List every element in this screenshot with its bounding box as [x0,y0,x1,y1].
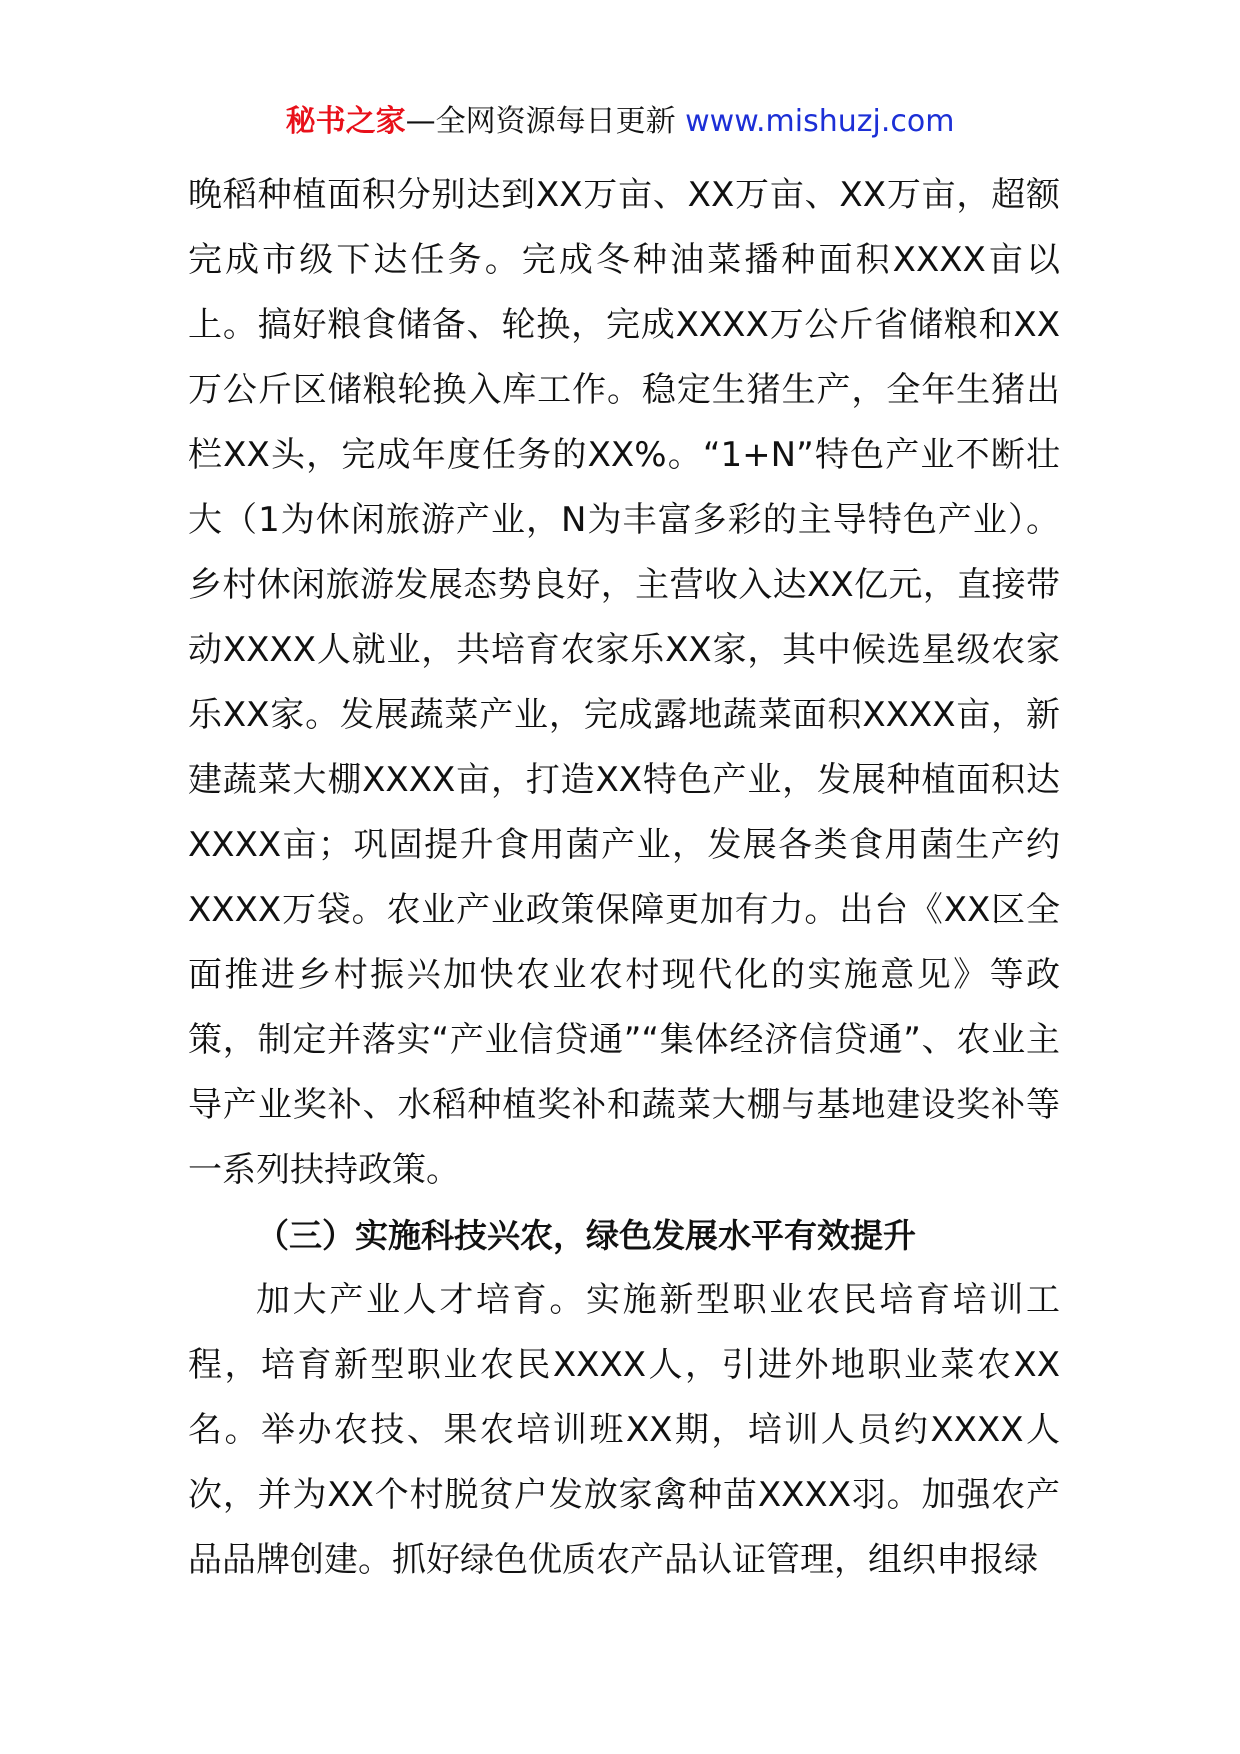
paragraph-talent-training: 加大产业人才培育。实施新型职业农民培育培训工程，培育新型职业农民XXXX人，引进外地职业菜农XX名。举办农技、果农培训班XX期，培训人员约XXXX人次，并为XX个村脱贫户发放家禽种苗XXXX羽。加强农产品品牌创建。抓好绿色优质农产品认证管理，组织申报绿 [188,1280,1060,1580]
header-url-link[interactable]: www.mishuzj.com [685,104,955,139]
section-heading-3: （三）实施科技兴农，绿色发展水平有效提升 [256,1216,916,1255]
header-brand: 秘书之家 [285,104,406,139]
paragraph-continued: 晚稻种植面积分别达到XX万亩、XX万亩、XX万亩，超额完成市级下达任务。完成冬种油菜播种面积XXXX亩以上。搞好粮食储备、轮换，完成XXXX万公斤省储粮和XX万公斤区储粮轮换入库工作。稳定生猪生产，全年生猪出栏XX头，完成年度任务的XX%。“1+N”特色产业不断壮大（1为休闲旅游产业，N为丰富多彩的主导特色产业）。乡村休闲旅游发展态势良好，主营收入达XX亿元，直接带动XXXX人就业，共培育农家乐XX家，其中候选星级农家乐XX家。发展蔬菜产业，完成露地蔬菜面积XXXX亩，新建蔬菜大棚XXXX亩，打造XX特色产业，发展种植面积达XXXX亩；巩固提升食用菌产业，发展各类食用菌生产约XXXX万袋。农业产业政策保障更加有力。出台《XX区全面推进乡村振兴加快农业农村现代化的实施意见》等政策，制定并落实“产业信贷通”“集体经济信贷通”、农业主导产业奖补、水稻种植奖补和蔬菜大棚与基地建设奖补等一系列扶持政策。 [188,175,1060,1190]
header-slogan: —全网资源每日更新 [405,104,686,139]
page-header [0,100,1240,144]
document-body [188,163,1060,1593]
